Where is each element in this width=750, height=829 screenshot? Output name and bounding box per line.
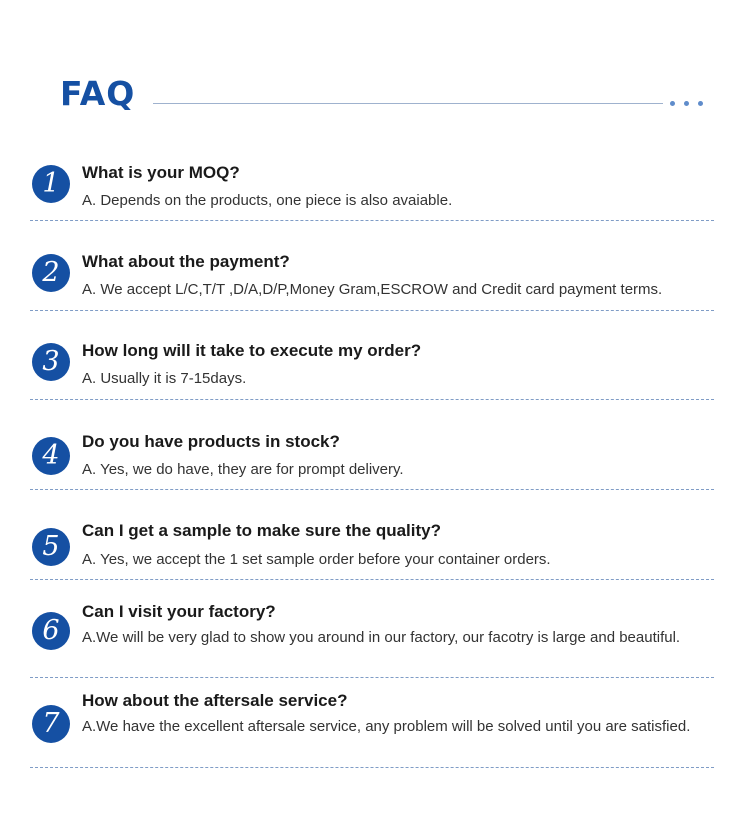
number-badge: 1 [32,165,70,203]
dashed-divider [30,677,714,678]
number-badge: 4 [32,437,70,475]
dashed-divider [30,310,714,311]
faq-answer: A. Yes, we accept the 1 set sample order before your container orders. [82,551,551,568]
dashed-divider [30,579,714,580]
number-badge: 5 [32,528,70,566]
faq-question: How about the aftersale service? [82,691,348,710]
page-title: FAQ [60,74,136,113]
faq-header [0,0,750,140]
faq-answer: A. Depends on the products, one piece is also avaiable. [82,192,453,209]
faq-answer: A.We have the excellent aftersale service, any problem will be solved until you are satisfied. [82,718,691,735]
number-badge: 2 [32,254,70,292]
number-badge: 3 [32,343,70,381]
dashed-divider [30,489,714,490]
dashed-divider [30,767,714,768]
faq-question: What is your MOQ? [82,163,240,182]
faq-question: Can I get a sample to make sure the quality? [82,521,441,540]
faq-question: How long will it take to execute my order? [82,341,422,360]
ellipsis-dots-icon [670,101,710,106]
faq-question: Do you have products in stock? [82,432,340,451]
faq-answer: A.We will be very glad to show you around in our factory, our facotry is large and beautiful. [82,629,681,646]
faq-question: What about the payment? [82,252,290,271]
dashed-divider [30,399,714,400]
faq-question: Can I visit your factory? [82,602,276,621]
dashed-divider [30,220,714,221]
faq-answer: A. Yes, we do have, they are for prompt delivery. [82,461,404,478]
faq-answer: A. Usually it is 7-15days. [82,370,247,387]
faq-answer: A. We accept L/C,T/T ,D/A,D/P,Money Gram,ESCROW and Credit card payment terms. [82,281,663,298]
number-badge: 7 [32,705,70,743]
number-badge: 6 [32,612,70,650]
title-divider [153,103,663,104]
